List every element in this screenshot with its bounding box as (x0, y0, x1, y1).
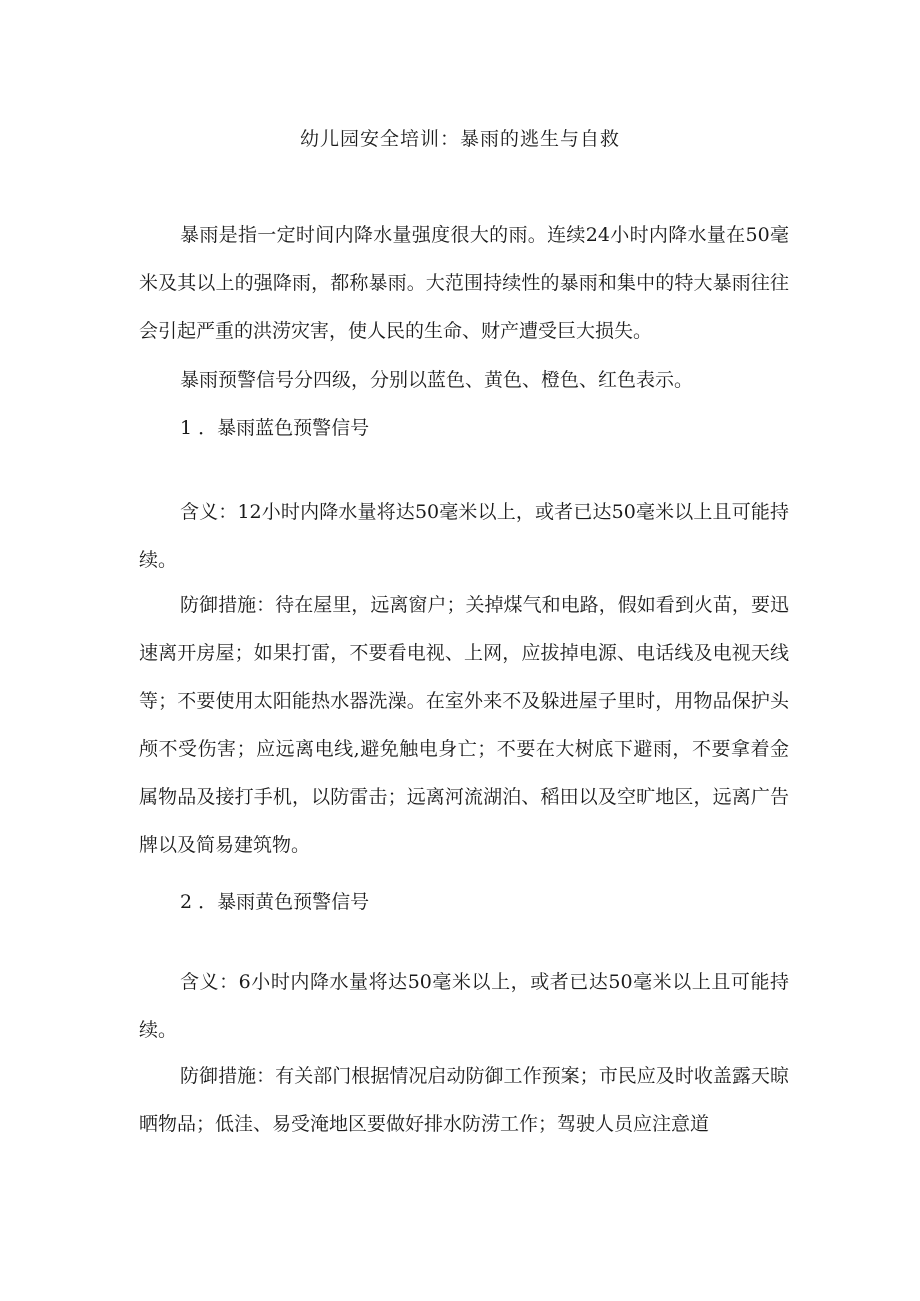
section-heading-blue-warning: 1 ．暴雨蓝色预警信号 (180, 417, 370, 439)
yellow-warning-meaning: 含义：6小时内降水量将达50毫米以上，或者已达50毫米以上且可能持续。 (139, 971, 789, 1041)
blue-warning-meaning: 含义：12小时内降水量将达50毫米以上，或者已达50毫米以上且可能持续。 (139, 501, 789, 571)
section-heading-yellow-warning: 2 ．暴雨黄色预警信号 (180, 891, 370, 913)
blue-warning-measures: 防御措施：待在屋里，远离窗户；关掉煤气和电路，假如看到火苗，要迅速离开房屋；如果打雷，不要看电视、上网，应拔掉电源、电话线及电视天线等；不要使用太阳能热水器洗澡。在室外来不及躲进屋子里时，用物品保护头颅不受伤害；应远离电线,避免触电身亡；不要在大树底下避雨，不要拿着金属物品及接打手机，以防雷击；远离河流湖泊、稻田以及空旷地区，远离广告牌以及简易建筑物。 (139, 594, 789, 856)
document-title: 幼儿园安全培训：暴雨的逃生与自救 (299, 128, 620, 150)
warning-levels-paragraph: 暴雨预警信号分四级，分别以蓝色、黄色、橙色、红色表示。 (180, 369, 694, 391)
intro-paragraph: 暴雨是指一定时间内降水量强度很大的雨。连续24小时内降水量在50毫米及其以上的强降雨，都称暴雨。大范围持续性的暴雨和集中的特大暴雨往往会引起严重的洪涝灾害，使人民的生命、财产遭受巨大损失。 (139, 224, 789, 342)
yellow-warning-measures: 防御措施：有关部门根据情况启动防御工作预案；市民应及时收盖露天晾晒物品；低洼、易受淹地区要做好排水防涝工作；驾驶人员应注意道 (139, 1065, 789, 1135)
